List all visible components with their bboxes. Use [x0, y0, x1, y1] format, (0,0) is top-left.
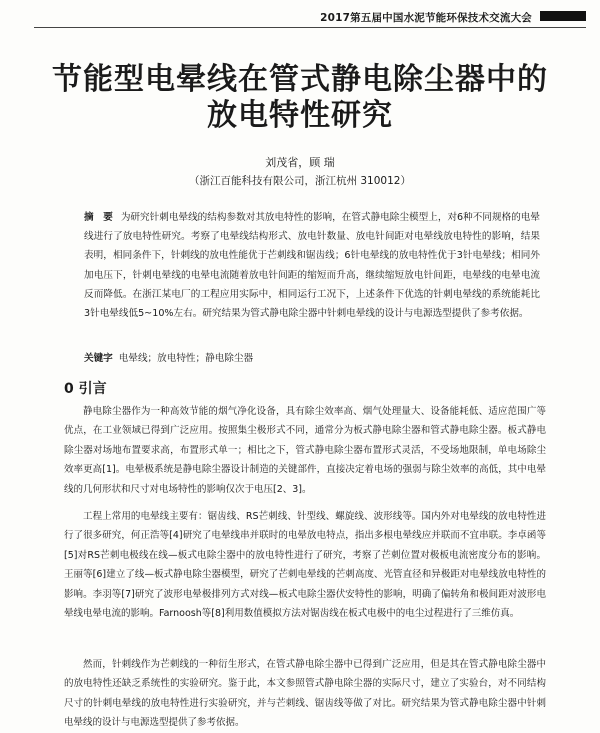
affiliation: （浙江百能科技有限公司，浙江杭州 310012） — [189, 175, 411, 187]
header-rule — [34, 27, 586, 28]
header-bar — [540, 11, 586, 21]
keywords — [84, 350, 253, 364]
conference-header: 2017第五届中国水泥节能环保技术交流大会 — [320, 12, 532, 24]
abstract — [84, 208, 540, 323]
paper-title-line2: 放电特性研究 — [207, 98, 393, 133]
keywords-label: 关键字 — [84, 353, 113, 364]
abstract-text: 为研究针刺电晕线的结构参数对其放电特性的影响，在管式静电除尘模型上，对6种不同规格的电晕线进行了放电特性研究。考察了电晕线结构形式、放电针数量、放电针间距对电晕线放电特性的影响，结果表明，相同条件下，针刺线的放电性能优于芒刺线和锯齿线；6针电晕线的放电特性优于3针电晕线；相同外加电压下，针刺电晕线的电晕电流随着放电针间距的缩短而升高，继续缩短放电针间距，电晕线的电晕电流反而降低。在浙江某电厂的工程应用实际中，相同运行工况下，上述条件下优选的针刺电晕线的系统能耗比3针电晕线低5~10%左右。研究结果为管式静电除尘器中针刺电晕线的设计与电源选型提供了参考依据。 — [84, 212, 541, 320]
paper-title-line1: 节能型电晕线在管式静电除尘器中的 — [52, 62, 548, 97]
paragraph: 然而，针刺线作为芒刺线的一种衍生形式，在管式静电除尘器中已得到广泛应用，但是其在管式静电除尘器中的放电特性还缺乏系统性的实验研究。鉴于此，本文参照管式静电除尘器的实际尺寸，建立了实验台，对不同结构尺寸的针刺电晕线的放电特性进行实验研究，并与芒刺线、锯齿线等做了对比。研究结果为管式静电除尘器中针刺电晕线的设计与电源选型提供了参考依据。 — [64, 659, 546, 729]
keywords-text: 电晕线；放电特性；静电除尘器 — [118, 353, 254, 364]
authors: 刘茂省，顾 瑞 — [265, 156, 335, 169]
paragraph: 静电除尘器作为一种高效节能的烟气净化设备，具有除尘效率高、烟气处理量大、设备能耗低、适应范围广等优点，在工业领域已得到广泛应用。按照集尘极形式不同，通常分为板式静电除尘器和管式静电除尘器。板式静电除尘器对场地布置要求高，布置形式单一；相比之下，管式静电除尘器布置形式灵活，不受场地限制，单电场除尘效率更高[1]。电晕极系统是静电除尘器设计制造的关键部件，直接决定着电场的强弱与除尘效率的高低，其中电晕线的几何形状和尺寸对电场特性的影响仅次于电压[2、3]。 — [64, 406, 546, 495]
paragraph: 工程上常用的电晕线主要有：锯齿线、RS芒刺线、针型线、螺旋线、波形线等。国内外对电晕线的放电特性进行了很多研究，何正浩等[4]研究了电晕线串并联时的电晕放电特点，指出多根电晕线应并联而不宜串联。李卓函等[5]对RS芒刺电极线在线—板式电除尘器中的放电特性进行了研究，考察了芒刺位置对极板电流密度分布的影响。王丽等[6]建立了线—板式静电除尘器模型，研究了芒刺电晕线的芒刺高度、光管直径和异极距对电晕线放电特性的影响。李羽等[7]研究了波形电晕极排列方式对线—板式电除尘器伏安特性的影响，明确了偏转角和极间距对波形电晕线电晕电流的影响。Farnoosh等[8]利用数值模拟方法对锯齿线在板式电极中的电尘过程进行了三维仿真。 — [64, 511, 546, 620]
abstract-label: 摘 要 — [84, 212, 113, 223]
section-title: 0 引言 — [64, 381, 107, 397]
